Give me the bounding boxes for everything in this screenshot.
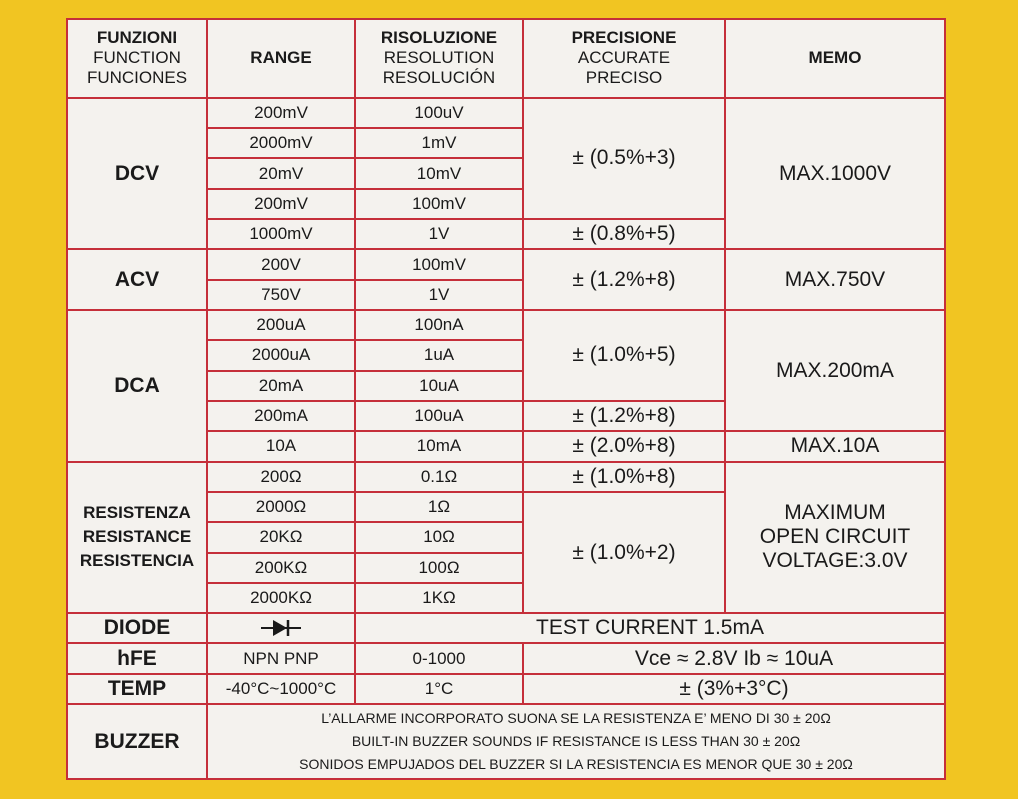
diode-row — [67, 613, 945, 643]
dcv-range: 200mV — [207, 189, 355, 219]
spec-table — [66, 18, 946, 780]
resistance-memo-line: OPEN CIRCUIT — [759, 525, 911, 549]
dcv-resolution: 100mV — [355, 189, 523, 219]
resistance-label-es: RESISTENCIA — [79, 551, 195, 571]
temp-range: -40°C~1000°C — [207, 674, 355, 704]
header-resolution — [355, 19, 523, 98]
hfe-label: hFE — [67, 643, 207, 673]
dca-accuracy: ± (2.0%+8) — [523, 431, 725, 461]
resistance-accuracy: ± (1.0%+2) — [523, 492, 725, 613]
resistance-label — [67, 462, 207, 614]
hfe-note: Vce ≈ 2.8V Ib ≈ 10uA — [523, 643, 945, 673]
acv-resolution: 100mV — [355, 249, 523, 279]
resistance-resolution: 1KΩ — [355, 583, 523, 613]
resistance-label-it: RESISTENZA — [83, 503, 191, 523]
resistance-resolution: 100Ω — [355, 553, 523, 583]
header-precision-en: ACCURATE — [577, 48, 671, 68]
dcv-memo: MAX.1000V — [725, 98, 945, 250]
acv-memo: MAX.750V — [725, 249, 945, 310]
acv-range: 200V — [207, 249, 355, 279]
dcv-resolution: 1mV — [355, 128, 523, 158]
header-functions-en: FUNCTION — [93, 48, 181, 68]
temp-accuracy: ± (3%+3°C) — [523, 674, 945, 704]
dcv-label: DCV — [67, 98, 207, 250]
header-resolution-es: RESOLUCIÓN — [382, 68, 496, 88]
header-precision — [523, 19, 725, 98]
dca-resolution: 100uA — [355, 401, 523, 431]
dcv-range: 2000mV — [207, 128, 355, 158]
header-range-label: RANGE — [250, 48, 312, 68]
dca-range: 200uA — [207, 310, 355, 340]
dcv-range: 20mV — [207, 158, 355, 188]
acv-row — [67, 249, 945, 279]
dca-row — [67, 310, 945, 340]
header-functions-it: FUNZIONI — [96, 28, 178, 48]
dcv-resolution: 1V — [355, 219, 523, 249]
header-memo-label: MEMO — [808, 48, 862, 68]
dca-resolution: 10uA — [355, 371, 523, 401]
dca-resolution: 1uA — [355, 340, 523, 370]
dca-accuracy: ± (1.0%+5) — [523, 310, 725, 401]
temp-row — [67, 674, 945, 704]
acv-resolution: 1V — [355, 280, 523, 310]
hfe-row — [67, 643, 945, 673]
header-row — [67, 19, 945, 98]
header-resolution-it: RISOLUZIONE — [380, 28, 498, 48]
acv-label: ACV — [67, 249, 207, 310]
resistance-label-en: RESISTANCE — [82, 527, 192, 547]
buzzer-row — [67, 704, 945, 779]
dca-memo: MAX.200mA — [725, 310, 945, 431]
resistance-range: 2000KΩ — [207, 583, 355, 613]
resistance-range: 20KΩ — [207, 522, 355, 552]
dca-label: DCA — [67, 310, 207, 462]
header-precision-it: PRECISIONE — [571, 28, 677, 48]
buzzer-description — [207, 704, 945, 779]
header-range — [207, 19, 355, 98]
diode-test-current: TEST CURRENT 1.5mA — [355, 613, 945, 643]
dcv-range: 1000mV — [207, 219, 355, 249]
buzzer-line-es: SONIDOS EMPUJADOS DEL BUZZER SI LA RESISTENCIA ES MENOR QUE 30 ± 20Ω — [299, 756, 853, 773]
acv-accuracy: ± (1.2%+8) — [523, 249, 725, 310]
resistance-resolution: 1Ω — [355, 492, 523, 522]
resistance-memo — [725, 462, 945, 614]
dca-range: 20mA — [207, 371, 355, 401]
diode-symbol-icon — [259, 618, 303, 638]
dca-resolution: 10mA — [355, 431, 523, 461]
resistance-accuracy: ± (1.0%+8) — [523, 462, 725, 492]
dca-memo: MAX.10A — [725, 431, 945, 461]
buzzer-label: BUZZER — [67, 704, 207, 779]
header-precision-es: PRECISO — [585, 68, 663, 88]
header-memo — [725, 19, 945, 98]
acv-range: 750V — [207, 280, 355, 310]
resistance-range: 200Ω — [207, 462, 355, 492]
dca-accuracy: ± (1.2%+8) — [523, 401, 725, 431]
resistance-memo-line: MAXIMUM — [784, 501, 886, 525]
resistance-resolution: 0.1Ω — [355, 462, 523, 492]
diode-label: DIODE — [67, 613, 207, 643]
resistance-resolution: 10Ω — [355, 522, 523, 552]
dcv-accuracy: ± (0.8%+5) — [523, 219, 725, 249]
header-functions-es: FUNCIONES — [86, 68, 188, 88]
dcv-resolution: 10mV — [355, 158, 523, 188]
resistance-range: 200KΩ — [207, 553, 355, 583]
dcv-accuracy: ± (0.5%+3) — [523, 98, 725, 219]
resistance-memo-line: VOLTAGE:3.0V — [762, 549, 908, 573]
resistance-row — [67, 462, 945, 492]
dca-range: 10A — [207, 431, 355, 461]
buzzer-line-en: BUILT-IN BUZZER SOUNDS IF RESISTANCE IS LESS THAN 30 ± 20Ω — [351, 733, 801, 750]
diode-symbol-cell — [207, 613, 355, 643]
dca-range: 2000uA — [207, 340, 355, 370]
buzzer-line-it: L’ALLARME INCORPORATO SUONA SE LA RESISTENZA E’ MENO DI 30 ± 20Ω — [321, 710, 831, 727]
temp-label: TEMP — [67, 674, 207, 704]
temp-resolution: 1°C — [355, 674, 523, 704]
resistance-range: 2000Ω — [207, 492, 355, 522]
dca-range: 200mA — [207, 401, 355, 431]
hfe-range: NPN PNP — [207, 643, 355, 673]
dca-resolution: 100nA — [355, 310, 523, 340]
hfe-resolution: 0-1000 — [355, 643, 523, 673]
dcv-row — [67, 98, 945, 128]
dcv-resolution: 100uV — [355, 98, 523, 128]
header-resolution-en: RESOLUTION — [383, 48, 495, 68]
dcv-range: 200mV — [207, 98, 355, 128]
header-functions — [67, 19, 207, 98]
